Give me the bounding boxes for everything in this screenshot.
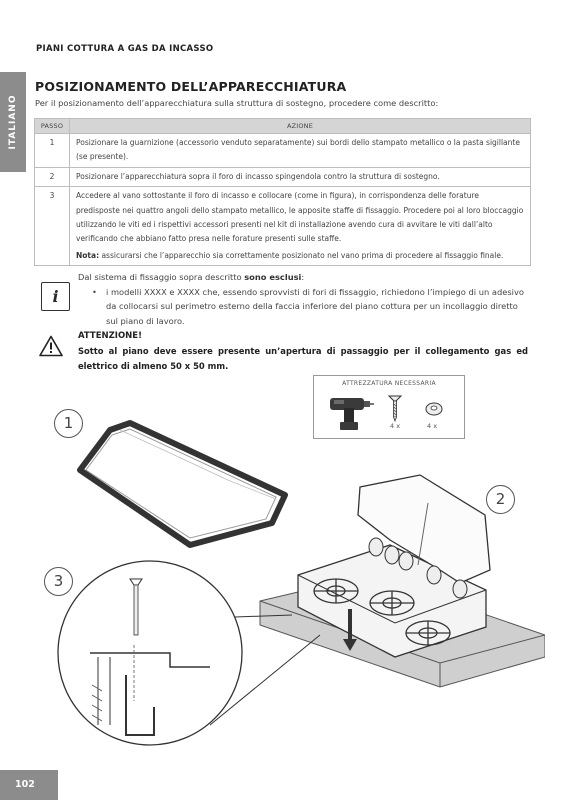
step-number: 2 (35, 167, 70, 186)
language-label: ITALIANO (8, 94, 18, 150)
tools-title: ATTREZZATURA NECESSARIA (342, 380, 436, 387)
step-number: 3 (35, 187, 70, 266)
page-number: 102 (15, 779, 35, 790)
step-note (76, 249, 525, 263)
table-row (35, 167, 531, 186)
language-tab (0, 72, 26, 172)
bullet-dot: • (92, 286, 97, 297)
table-row (35, 187, 531, 266)
info-note (78, 270, 528, 328)
installation-illustration (30, 395, 545, 755)
warning-title: ATTENZIONE! (78, 331, 142, 341)
screw-quantity: 4 x (390, 422, 401, 430)
figure-3-label: 3 (44, 567, 73, 596)
step-text: Posizionare l’apparecchiatura sopra il foro di incasso spingendola contro la struttura di sostegno. (70, 167, 531, 186)
page-number-tab (0, 770, 58, 800)
info-bullet-item (78, 285, 528, 329)
info-lead-text: Dal sistema di fissaggio sopra descritto (78, 272, 245, 282)
step-cell (70, 187, 531, 266)
info-icon: i (41, 282, 70, 311)
info-lead (78, 270, 528, 285)
bullet-text: i modelli XXXX e XXXX che, essendo sprovvisti di fori di fissaggio, richiedono l’impiego di un adesivo da collocarsi sul perimetro esterno della faccia inferiore del piano cottura per un incollaggio diretto sul piano di lavoro. (106, 286, 524, 326)
col-header-step: PASSO (35, 119, 70, 134)
warning-text: Sotto al piano deve essere presente un’apertura di passaggio per il collegamento gas ed elettrico di almeno 50 x 50 mm. (78, 346, 528, 371)
step-number: 1 (35, 134, 70, 168)
table-row (35, 134, 531, 168)
figure-1-label: 1 (54, 409, 83, 438)
gasket-drawing (80, 423, 285, 545)
intro-text: Per il posizionamento dell’apparecchiatura sulla struttura di sostegno, procedere come descritto: (35, 98, 439, 108)
figure-2-label: 2 (486, 485, 515, 514)
info-lead-bold: sono esclusi (244, 272, 302, 282)
info-lead-end: : (301, 272, 305, 282)
table-header-row (35, 119, 531, 134)
page-title: POSIZIONAMENTO DELL’APPARECCHIATURA (35, 79, 347, 94)
note-label: Nota: (76, 250, 100, 260)
step-text: Accedere al vano sottostante il foro di incasso e collocare (come in figura), in corrispondenza delle forature predisposte nei quattro angoli dello stampato metallico, le apposite staffe di fissaggio. Procedere poi al loro bloccaggio utilizzando le viti ed i rispettivi accessori presenti nel kit di installazione avendo cura di avvitare le viti dall’alto verificando che abbiano fatto presa nelle forature presenti sulle staffe. (76, 191, 524, 244)
washer-quantity: 4 x (427, 422, 438, 430)
col-header-action: AZIONE (70, 119, 531, 134)
steps-table (34, 118, 531, 266)
step-text: Posizionare la guarnizione (accessorio venduto separatamente) sui bordi dello stampato metallico o la pasta sigillante (se presente). (70, 134, 531, 168)
warning-icon (39, 335, 63, 357)
section-header: PIANI COTTURA A GAS DA INCASSO (36, 44, 214, 54)
note-text: assicurarsi che l’apparecchio sia correttamente posizionato nel vano prima di procedere al fissaggio finale. (99, 250, 504, 260)
